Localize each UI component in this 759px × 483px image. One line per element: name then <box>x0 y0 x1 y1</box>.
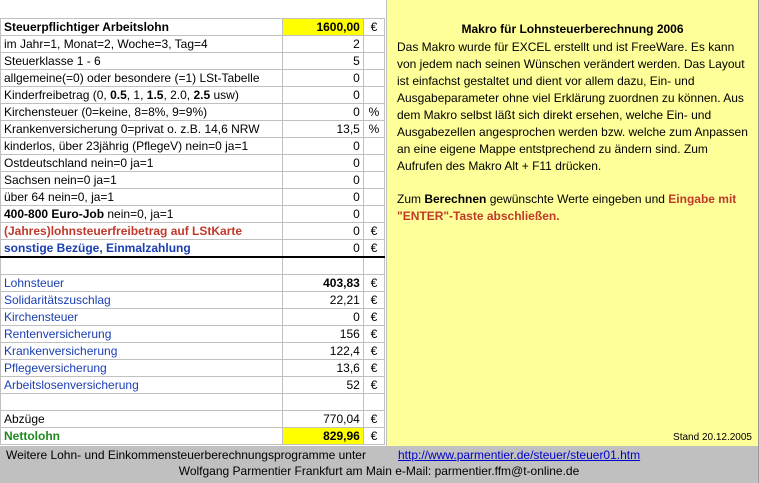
unit-cell: € <box>363 223 384 240</box>
empty-cell <box>1 257 283 275</box>
table-row <box>1 411 385 428</box>
input-ueber64[interactable]: 0 <box>283 189 364 206</box>
value-lohnsteuer: 403,83 <box>283 275 364 292</box>
value-krankenversicherung: 122,4 <box>283 343 364 360</box>
input-steuerklasse[interactable]: 5 <box>283 53 364 70</box>
unit-cell: € <box>363 292 384 309</box>
label-ueber64: über 64 nein=0, ja=1 <box>1 189 283 206</box>
unit-cell: € <box>363 326 384 343</box>
unit-cell <box>363 189 384 206</box>
table-row <box>1 360 385 377</box>
unit-cell <box>363 53 384 70</box>
input-kinderfreibetrag[interactable]: 0 <box>283 87 364 104</box>
unit-cell: % <box>363 121 384 138</box>
value-abzuege: 770,04 <box>283 411 364 428</box>
label-rentenversicherung: Rentenversicherung <box>1 326 283 343</box>
info-panel <box>386 0 758 446</box>
author-line: Wolfgang Parmentier Frankfurt am Main e-Mail: parmentier.ffm@t-online.de <box>178 464 580 478</box>
label-lohnsteuer: Lohnsteuer <box>1 275 283 292</box>
unit-cell <box>363 155 384 172</box>
table-row <box>1 53 385 70</box>
input-ostdeutschland[interactable]: 0 <box>283 155 364 172</box>
unit-cell <box>363 172 384 189</box>
table-row <box>1 240 385 258</box>
info-title: Makro für Lohnsteuerberechnung 2006 <box>461 22 684 36</box>
empty-row <box>1 394 385 411</box>
label-steuerklasse: Steuerklasse 1 - 6 <box>1 53 283 70</box>
footer <box>0 446 758 483</box>
unit-cell: € <box>363 428 384 445</box>
unit-cell <box>363 87 384 104</box>
table-row <box>1 275 385 292</box>
table-row <box>1 87 385 104</box>
unit-cell <box>363 36 384 53</box>
label-ostdeutschland: Ostdeutschland nein=0 ja=1 <box>1 155 283 172</box>
table-row <box>1 104 385 121</box>
unit-cell: € <box>363 19 384 36</box>
spacer <box>397 175 748 191</box>
input-kirchensteuer[interactable]: 0 <box>283 104 364 121</box>
label-soli: Solidaritätszuschlag <box>1 292 283 309</box>
info-instructions: Zum Berechnen gewünschte Werte eingeben und Eingabe mit "ENTER"-Taste abschließen. <box>397 192 737 223</box>
label-krankenversicherung-result: Krankenversicherung <box>1 343 283 360</box>
unit-cell: € <box>363 360 384 377</box>
empty-cell <box>283 394 364 411</box>
value-rentenversicherung: 156 <box>283 326 364 343</box>
table-row <box>1 155 385 172</box>
input-sonstige-bezuege[interactable]: 0 <box>283 240 364 258</box>
value-nettolohn: 829,96 <box>283 428 364 445</box>
empty-cell <box>363 394 384 411</box>
label-pflegeversicherung: Pflegeversicherung <box>1 360 283 377</box>
stand-date: Stand 20.12.2005 <box>673 432 752 443</box>
unit-cell: € <box>363 240 384 258</box>
table-row <box>1 223 385 240</box>
table-row <box>1 326 385 343</box>
table-row <box>1 70 385 87</box>
empty-cell <box>283 257 364 275</box>
input-minijob[interactable]: 0 <box>283 206 364 223</box>
input-table <box>0 18 385 445</box>
unit-cell: € <box>363 309 384 326</box>
unit-cell <box>363 138 384 155</box>
label-minijob: 400-800 Euro-Job nein=0, ja=1 <box>1 206 283 223</box>
label-arbeitslosenversicherung: Arbeitslosenversicherung <box>1 377 283 394</box>
label-kirchensteuer-result: Kirchensteuer <box>1 309 283 326</box>
label-sachsen: Sachsen nein=0 ja=1 <box>1 172 283 189</box>
input-zeitraum[interactable]: 2 <box>283 36 364 53</box>
input-freibetrag[interactable]: 0 <box>283 223 364 240</box>
table-row <box>1 377 385 394</box>
table-row <box>1 121 385 138</box>
label-kirchensteuer: Kirchensteuer (0=keine, 8=8%, 9=9%) <box>1 104 283 121</box>
input-arbeitslohn[interactable]: 1600,00 <box>283 19 364 36</box>
info-description: Das Makro wurde für EXCEL erstellt und ist FreeWare. Es kann von jedem nach seinen Wünschen verändert werden. Das Layout ist einfachst gestaltet und dient vor allem dazu, Ein- und Ausgabeparameter ohne viel Erklärung zuordnen zu können. Aus dem Makro selbst läßt sich direkt ersehen, welche Ein- und Ausgabezellen angesprochen werden bzw. welche zum Anpassen an eine eigene Mappe entstprechend zu ändern sind. Zum Aufrufen des Makro Alt + F11 drücken. <box>397 40 748 173</box>
unit-cell <box>363 70 384 87</box>
value-arbeitslosenversicherung: 52 <box>283 377 364 394</box>
value-kirchensteuer: 0 <box>283 309 364 326</box>
unit-cell <box>363 206 384 223</box>
label-krankenversicherung: Krankenversicherung 0=privat o. z.B. 14,6 NRW <box>1 121 283 138</box>
label-freibetrag: (Jahres)lohnsteuerfreibetrag auf LStKarte <box>1 223 283 240</box>
top-row <box>0 0 385 19</box>
label-kinderfreibetrag: Kinderfreibetrag (0, 0.5, 1, 1.5, 2.0, 2.5 usw) <box>1 87 283 104</box>
footer-link[interactable]: http://www.parmentier.de/steuer/steuer01.htm <box>398 448 641 462</box>
empty-cell <box>363 257 384 275</box>
table-row <box>1 343 385 360</box>
label-arbeitslohn: Steuerpflichtiger Arbeitslohn <box>1 19 283 36</box>
unit-cell: € <box>363 275 384 292</box>
label-sonstige-bezuege: sonstige Bezüge, Einmalzahlung <box>1 240 283 258</box>
table-row <box>1 189 385 206</box>
label-abzuege: Abzüge <box>1 411 283 428</box>
table-row <box>1 206 385 223</box>
unit-cell: € <box>363 343 384 360</box>
unit-cell: % <box>363 104 384 121</box>
unit-cell: € <box>363 377 384 394</box>
table-row <box>1 172 385 189</box>
unit-cell: € <box>363 411 384 428</box>
label-kinderlos: kinderlos, über 23jährig (PflegeV) nein=0 ja=1 <box>1 138 283 155</box>
empty-row <box>1 257 385 275</box>
table-row <box>1 36 385 53</box>
label-zeitraum: im Jahr=1, Monat=2, Woche=3, Tag=4 <box>1 36 283 53</box>
input-krankenversicherung[interactable]: 13,5 <box>283 121 364 138</box>
label-nettolohn: Nettolohn <box>1 428 283 445</box>
table-row <box>1 138 385 155</box>
input-sachsen[interactable]: 0 <box>283 172 364 189</box>
empty-cell <box>1 394 283 411</box>
footer-text: Weitere Lohn- und Einkommensteuerberechnungsprogramme unter <box>6 448 366 462</box>
input-kinderlos[interactable]: 0 <box>283 138 364 155</box>
input-tabelle[interactable]: 0 <box>283 70 364 87</box>
label-tabelle: allgemeine(=0) oder besondere (=1) LSt-Tabelle <box>1 70 283 87</box>
table-row <box>1 19 385 36</box>
table-row <box>1 309 385 326</box>
table-row <box>1 292 385 309</box>
value-pflegeversicherung: 13,6 <box>283 360 364 377</box>
table-row <box>1 428 385 445</box>
value-soli: 22,21 <box>283 292 364 309</box>
